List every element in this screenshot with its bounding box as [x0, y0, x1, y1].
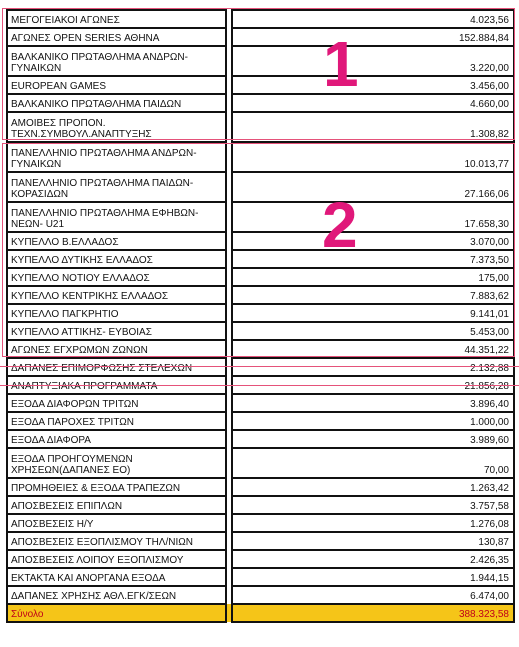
row-value: 130,87: [232, 532, 514, 550]
row-label: ΒΑΛΚΑΝΙΚΟ ΠΡΩΤΑΘΛΗΜΑ ΠΑΙΔΩΝ: [7, 94, 226, 112]
expense-table: [6, 9, 515, 623]
table-row: [7, 358, 514, 376]
group-marker-2: 2: [322, 189, 358, 261]
separator-line-2: [0, 385, 519, 386]
row-label: ΕΞΟΔΑ ΠΡΟΗΓΟΥΜΕΝΩΝ ΧΡΗΣΕΩΝ(ΔΑΠΑΝΕΣ ΕΟ): [7, 448, 226, 478]
row-label: ΑΠΟΣΒΕΣΕΙΣ ΛΟΙΠΟΥ ΕΞΟΠΛΙΣΜΟΥ: [7, 550, 226, 568]
row-value: 3.896,40: [232, 394, 514, 412]
table-row: [7, 304, 514, 322]
table-row: [7, 550, 514, 568]
row-label: ΑΠΟΣΒΕΣΕΙΣ Η/Υ: [7, 514, 226, 532]
row-label: ΑΝΑΠΤΥΞΙΑΚΑ ΠΡΟΓΡΑΜΜΑΤΑ: [7, 376, 226, 394]
row-label: ΑΓΩΝΕΣ OPEN SERIES ΑΘΗΝΑ: [7, 28, 226, 46]
table-row: [7, 28, 514, 46]
row-label: ΑΜΟΙΒΕΣ ΠΡΟΠΟΝ. ΤΕΧΝ.ΣΥΜΒΟΥΛ.ΑΝΑΠΤΥΞΗΣ: [7, 112, 226, 142]
group-marker-1: 1: [323, 28, 359, 100]
row-label: ΠΡΟΜΗΘΕΙΕΣ & ΕΞΟΔΑ ΤΡΑΠΕΖΩΝ: [7, 478, 226, 496]
table-row: [7, 250, 514, 268]
expense-rows: [7, 10, 514, 622]
table-row: [7, 172, 514, 202]
row-value: 6.474,00: [232, 586, 514, 604]
table-row: [7, 322, 514, 340]
row-label: ΕΞΟΔΑ ΔΙΑΦΟΡΩΝ ΤΡΙΤΩΝ: [7, 394, 226, 412]
row-label: ΕΞΟΔΑ ΠΑΡΟΧΕΣ ΤΡΙΤΩΝ: [7, 412, 226, 430]
row-value: 21.856,28: [232, 376, 514, 394]
table-row: [7, 268, 514, 286]
row-value: 9.141,01: [232, 304, 514, 322]
row-value: 1.263,42: [232, 478, 514, 496]
row-value: 3.070,00: [232, 232, 514, 250]
row-value: 5.453,00: [232, 322, 514, 340]
row-label: ΒΑΛΚΑΝΙΚΟ ΠΡΩΤΑΘΛΗΜΑ ΑΝΔΡΩΝ-ΓΥΝΑΙΚΩΝ: [7, 46, 226, 76]
table-row: [7, 496, 514, 514]
row-label: ΕΚΤΑΚΤΑ ΚΑΙ ΑΝΟΡΓΑΝΑ ΕΞΟΔΑ: [7, 568, 226, 586]
table-row: [7, 232, 514, 250]
row-value: 3.220,00: [232, 46, 514, 76]
row-label: ΚΥΠΕΛΛΟ Β.ΕΛΛΑΔΟΣ: [7, 232, 226, 250]
row-value: 17.658,30: [232, 202, 514, 232]
row-label: ΚΥΠΕΛΛΟ ΚΕΝΤΡΙΚΗΣ ΕΛΛΑΔΟΣ: [7, 286, 226, 304]
row-label: EUROPEAN GAMES: [7, 76, 226, 94]
row-value: 1.000,00: [232, 412, 514, 430]
table-row: [7, 430, 514, 448]
row-value: 3.989,60: [232, 430, 514, 448]
row-value: 1.276,08: [232, 514, 514, 532]
row-label: ΚΥΠΕΛΛΟ ΝΟΤΙΟΥ ΕΛΛΑΔΟΣ: [7, 268, 226, 286]
row-value: 44.351,22: [232, 340, 514, 358]
row-value: 152.884,84: [232, 28, 514, 46]
row-value: 3.757,58: [232, 496, 514, 514]
row-value: 2.426,35: [232, 550, 514, 568]
table-row: [7, 532, 514, 550]
table-row: [7, 514, 514, 532]
total-row: [7, 604, 514, 622]
row-value: 70,00: [232, 448, 514, 478]
row-label: ΑΠΟΣΒΕΣΕΙΣ ΕΞΟΠΛΙΣΜΟΥ ΤΗΛ/ΝΙΩΝ: [7, 532, 226, 550]
row-value: 1.308,82: [232, 112, 514, 142]
table-row: [7, 202, 514, 232]
total-value: 388.323,58: [232, 604, 514, 622]
row-value: 4.023,56: [232, 10, 514, 28]
table-row: [7, 46, 514, 76]
row-value: 2.132,88: [232, 358, 514, 376]
row-label: ΑΠΟΣΒΕΣΕΙΣ ΕΠΙΠΛΩΝ: [7, 496, 226, 514]
row-label: ΚΥΠΕΛΛΟ ΠΑΓΚΡΗΤΙΟ: [7, 304, 226, 322]
row-label: ΔΑΠΑΝΕΣ ΧΡΗΣΗΣ ΑΘΛ.ΕΓΚ/ΣΕΩΝ: [7, 586, 226, 604]
table-row: [7, 448, 514, 478]
row-value: 7.883,62: [232, 286, 514, 304]
row-label: ΕΞΟΔΑ ΔΙΑΦΟΡΑ: [7, 430, 226, 448]
table-row: [7, 478, 514, 496]
table-row: [7, 76, 514, 94]
row-label: ΠΑΝΕΛΛΗΝΙΟ ΠΡΩΤΑΘΛΗΜΑ ΕΦΗΒΩΝ-ΝΕΩΝ- U21: [7, 202, 226, 232]
table-row: [7, 340, 514, 358]
row-label: ΔΑΠΑΝΕΣ ΕΠΙΜΟΡΦΩΣΗΣ ΣΤΕΛΕΧΩΝ: [7, 358, 226, 376]
table-row: [7, 10, 514, 28]
table-row: [7, 568, 514, 586]
row-label: ΚΥΠΕΛΛΟ ΑΤΤΙΚΗΣ- ΕΥΒΟΙΑΣ: [7, 322, 226, 340]
row-label: ΑΓΩΝΕΣ ΕΓΧΡΩΜΩΝ ΖΩΝΩΝ: [7, 340, 226, 358]
table-row: [7, 112, 514, 142]
row-value: 4.660,00: [232, 94, 514, 112]
row-value: 7.373,50: [232, 250, 514, 268]
row-label: ΜΕΓΟΓΕΙΑΚΟΙ ΑΓΩΝΕΣ: [7, 10, 226, 28]
table-row: [7, 142, 514, 172]
table-row: [7, 412, 514, 430]
row-value: 27.166,06: [232, 172, 514, 202]
row-label: ΠΑΝΕΛΛΗΝΙΟ ΠΡΩΤΑΘΛΗΜΑ ΠΑΙΔΩΝ-ΚΟΡΑΣΙΔΩΝ: [7, 172, 226, 202]
total-label: Σύνολο: [7, 604, 226, 622]
row-label: ΚΥΠΕΛΛΟ ΔΥΤΙΚΗΣ ΕΛΛΑΔΟΣ: [7, 250, 226, 268]
table-row: [7, 94, 514, 112]
row-label: ΠΑΝΕΛΛΗΝΙΟ ΠΡΩΤΑΘΛΗΜΑ ΑΝΔΡΩΝ-ΓΥΝΑΙΚΩΝ: [7, 142, 226, 172]
table-row: [7, 394, 514, 412]
table-row: [7, 286, 514, 304]
row-value: 1.944,15: [232, 568, 514, 586]
expense-sheet: [6, 9, 513, 623]
row-value: 175,00: [232, 268, 514, 286]
table-row: [7, 586, 514, 604]
row-value: 10.013,77: [232, 142, 514, 172]
row-value: 3.456,00: [232, 76, 514, 94]
separator-line-1: [0, 366, 519, 367]
